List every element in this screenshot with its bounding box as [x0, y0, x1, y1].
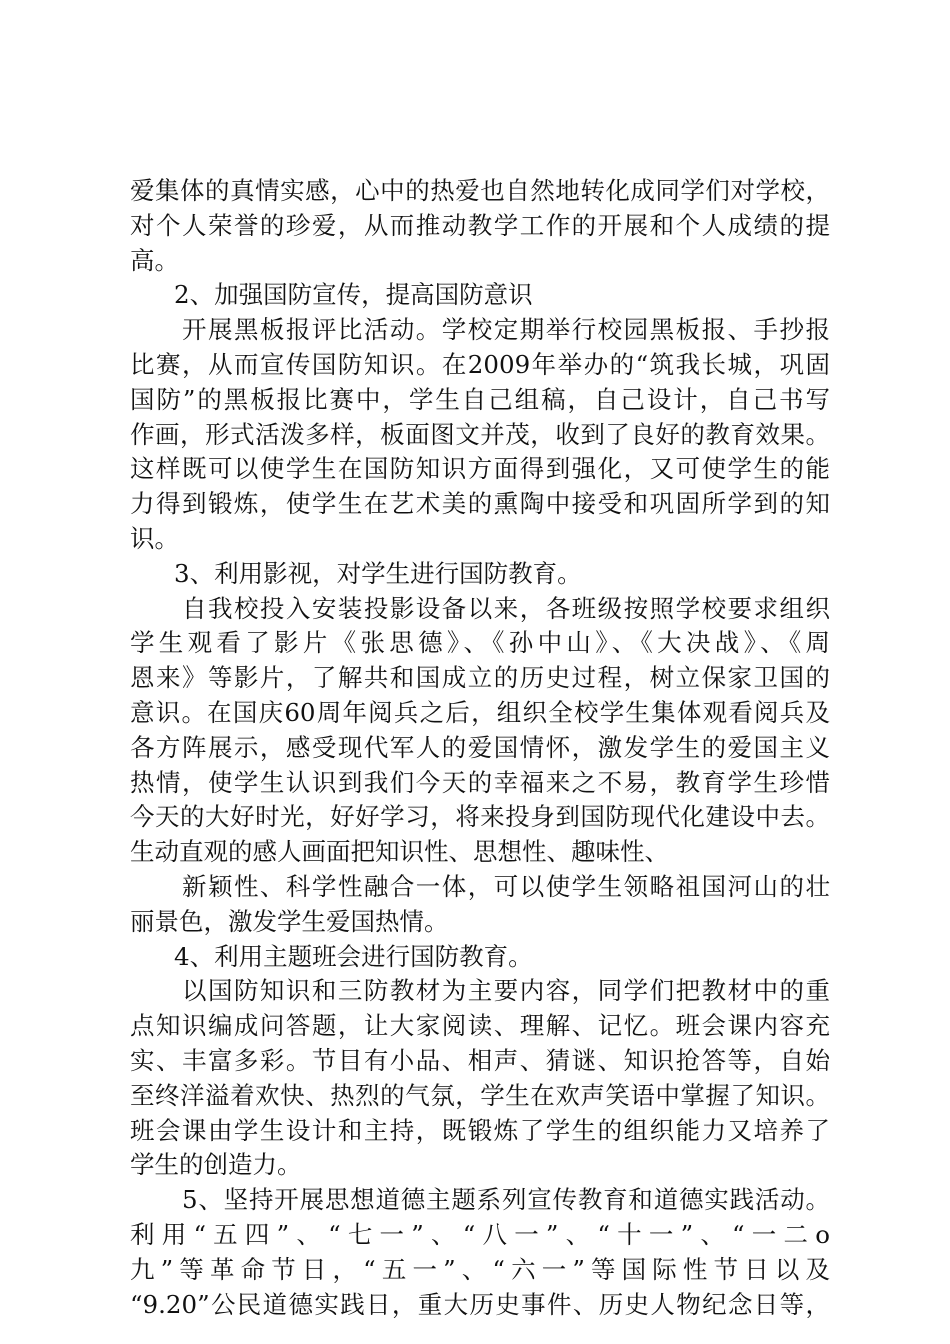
body-line: 意识。在国庆60周年阅兵之后，组织全校学生集体观看阅兵及: [130, 697, 830, 727]
body-line: 今天的大好时光，好好学习，将来投身到国防现代化建设中去。: [130, 802, 830, 832]
body-line: 学生的创造力。: [130, 1150, 302, 1180]
body-line: 九”等革命节日，“五一”、“六一”等国际性节日以及: [130, 1254, 830, 1284]
body-line: 这样既可以使学生在国防知识方面得到强化，又可使学生的能: [130, 454, 830, 484]
body-line: 对个人荣誉的珍爱，从而推动教学工作的开展和个人成绩的提: [130, 210, 830, 240]
body-line: 实、丰富多彩。节目有小品、相声、猜谜、知识抢答等，自始: [130, 1045, 830, 1075]
body-line: 以国防知识和三防教材为主要内容，同学们把教材中的重: [182, 976, 830, 1006]
body-line: 学生观看了影片《张思德》、《孙中山》、《大决战》、《周: [130, 628, 830, 658]
body-line: 利用“五四”、“七一”、“八一”、“十一”、“一二ο: [130, 1219, 830, 1249]
body-line: 比赛，从而宣传国防知识。在2009年举办的“筑我长城，巩固: [130, 349, 830, 379]
body-line: 班会课由学生设计和主持，既锻炼了学生的组织能力又培养了: [130, 1115, 830, 1145]
document-body: [130, 174, 830, 1322]
body-line: 各方阵展示，感受现代军人的爱国情怀，激发学生的爱国主义: [130, 732, 830, 762]
body-line: 新颖性、科学性融合一体，可以使学生领略祖国河山的壮: [182, 871, 830, 901]
body-line: 点知识编成问答题，让大家阅读、理解、记忆。班会课内容充: [130, 1011, 830, 1041]
body-line: 作画，形式活泼多样，板面图文并茂，收到了良好的教育效果。: [130, 419, 830, 449]
body-line: 力得到锻炼，使学生在艺术美的熏陶中接受和巩固所学到的知: [130, 489, 830, 519]
body-line: 恩来》等影片，了解共和国成立的历史过程，树立保家卫国的: [130, 663, 830, 693]
body-line: 国防”的黑板报比赛中，学生自己组稿，自己设计，自己书写: [130, 384, 830, 414]
section-heading-3: 3、利用影视，对学生进行国防教育。: [174, 558, 582, 588]
body-line: 热情，使学生认识到我们今天的幸福来之不易，教育学生珍惜: [130, 767, 830, 797]
body-line: 高。: [130, 245, 179, 275]
body-line: “9.20”公民道德实践日，重大历史事件、历史人物纪念日等，: [130, 1289, 830, 1319]
body-line: 生动直观的感人画面把知识性、思想性、趣味性、: [130, 837, 669, 867]
body-line: 识。: [130, 523, 179, 553]
body-line: 爱集体的真情实感，心中的热爱也自然地转化成同学们对学校，: [130, 176, 830, 205]
section-heading-2: 2、加强国防宣传，提高国防意识: [174, 280, 533, 310]
body-line: 开展黑板报评比活动。学校定期举行校园黑板报、手抄报: [182, 315, 830, 345]
section-heading-4: 4、利用主题班会进行国防教育。: [174, 941, 533, 971]
section-heading-5: 5、坚持开展思想道德主题系列宣传教育和道德实践活动。: [182, 1185, 830, 1215]
body-line: 丽景色，激发学生爱国热情。: [130, 906, 449, 936]
body-line: 自我校投入安装投影设备以来，各班级按照学校要求组织: [182, 593, 830, 623]
body-line: 至终洋溢着欢快、热烈的气氛，学生在欢声笑语中掌握了知识。: [130, 1080, 830, 1110]
